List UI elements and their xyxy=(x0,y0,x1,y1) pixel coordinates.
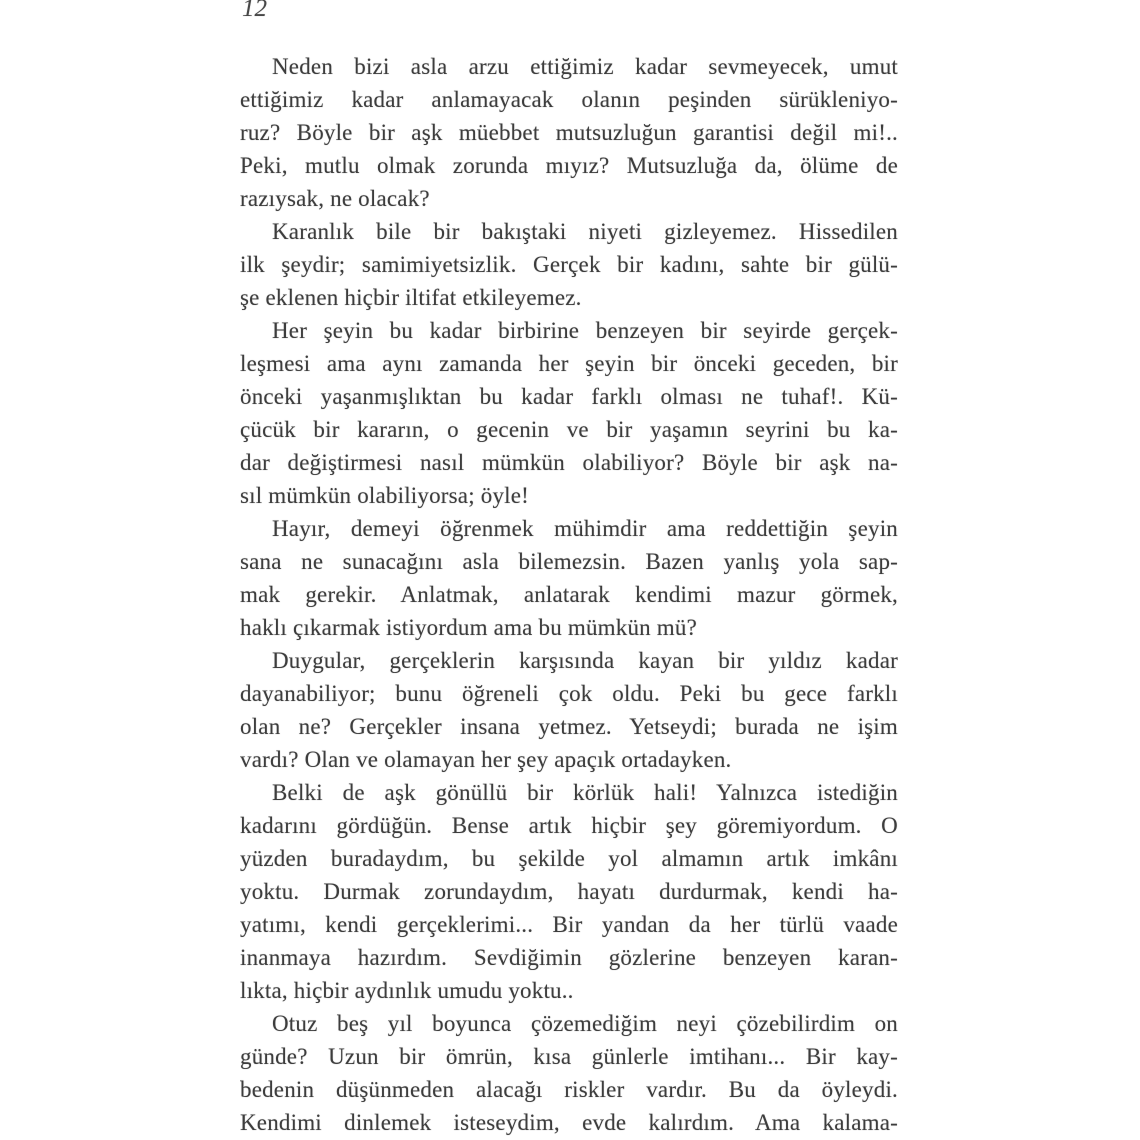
text-line: vardı? Olan ve olamayan her şey apaçık ortadayken. xyxy=(240,747,732,772)
text-line: yoktu. Durmak zorundaydım, hayatı durdurmak, kendi ha- xyxy=(240,879,898,904)
text-line: sana ne sunacağını asla bilemezsin. Bazen yanlış yola sap- xyxy=(240,549,898,574)
paragraph xyxy=(240,644,898,776)
text-line: çücük bir kararın, o gecenin ve bir yaşamın seyrini bu ka- xyxy=(240,417,898,442)
text-line: Duygular, gerçeklerin karşısında kayan bir yıldız kadar xyxy=(272,648,898,673)
text-line: Neden bizi asla arzu ettiğimiz kadar sevmeyecek, umut xyxy=(272,54,898,79)
paragraph xyxy=(240,1007,898,1139)
text-line: sıl mümkün olabiliyorsa; öyle! xyxy=(240,483,529,508)
text-line: ruz? Böyle bir aşk müebbet mutsuzluğun garantisi değil mi!.. xyxy=(240,120,898,145)
text-line: mak gerekir. Anlatmak, anlatarak kendimi mazur görmek, xyxy=(240,582,898,607)
text-line: bedenin düşünmeden alacağı riskler vardır. Bu da öyleydi. xyxy=(240,1077,898,1102)
text-line: dayanabiliyor; bunu öğreneli çok oldu. Peki bu gece farklı xyxy=(240,681,898,706)
paragraph xyxy=(240,215,898,314)
paragraph xyxy=(240,512,898,644)
text-line: Karanlık bile bir bakıştaki niyeti gizleyemez. Hissedilen xyxy=(272,219,898,244)
text-line: Otuz beş yıl boyunca çözemediğim neyi çözebilirdim on xyxy=(272,1011,898,1036)
text-line: Belki de aşk gönüllü bir körlük hali! Yalnızca istediğin xyxy=(272,780,898,805)
text-line: yüzden buradaydım, bu şekilde yol almamın artık imkânı xyxy=(240,846,898,871)
text-line: olan ne? Gerçekler insana yetmez. Yetseydi; burada ne işim xyxy=(240,714,898,739)
text-line: lıkta, hiçbir aydınlık umudu yoktu.. xyxy=(240,978,574,1003)
body-text-block xyxy=(240,50,898,1139)
text-line: Kendimi dinlemek isteseydim, evde kalırdım. Ama kalama- xyxy=(240,1110,898,1135)
text-line: ilk şeydir; samimiyetsizlik. Gerçek bir kadını, sahte bir gülü- xyxy=(240,252,898,277)
paragraph xyxy=(240,50,898,215)
text-line: yatımı, kendi gerçeklerimi... Bir yandan da her türlü vaade xyxy=(240,912,898,937)
text-line: günde? Uzun bir ömrün, kısa günlerle imtihanı... Bir kay- xyxy=(240,1044,898,1069)
page-number: 12 xyxy=(242,0,267,22)
text-line: inanmaya hazırdım. Sevdiğimin gözlerine benzeyen karan- xyxy=(240,945,898,970)
text-line: razıysak, ne olacak? xyxy=(240,186,430,211)
text-line: ettiğimiz kadar anlamayacak olanın peşinden sürükleniyo- xyxy=(240,87,898,112)
text-line: Peki, mutlu olmak zorunda mıyız? Mutsuzluğa da, ölüme de xyxy=(240,153,898,178)
paragraph xyxy=(240,314,898,512)
text-line: haklı çıkarmak istiyordum ama bu mümkün mü? xyxy=(240,615,698,640)
text-line: kadarını gördüğün. Bense artık hiçbir şey göremiyordum. O xyxy=(240,813,898,838)
text-line: önceki yaşanmışlıktan bu kadar farklı olması ne tuhaf!. Kü- xyxy=(240,384,898,409)
text-line: dar değiştirmesi nasıl mümkün olabiliyor? Böyle bir aşk na- xyxy=(240,450,898,475)
text-line: şe eklenen hiçbir iltifat etkileyemez. xyxy=(240,285,582,310)
text-line: Hayır, demeyi öğrenmek mühimdir ama reddettiğin şeyin xyxy=(272,516,898,541)
text-line: Her şeyin bu kadar birbirine benzeyen bir seyirde gerçek- xyxy=(272,318,898,343)
text-line: leşmesi ama aynı zamanda her şeyin bir önceki geceden, bir xyxy=(240,351,898,376)
paragraph xyxy=(240,776,898,1007)
